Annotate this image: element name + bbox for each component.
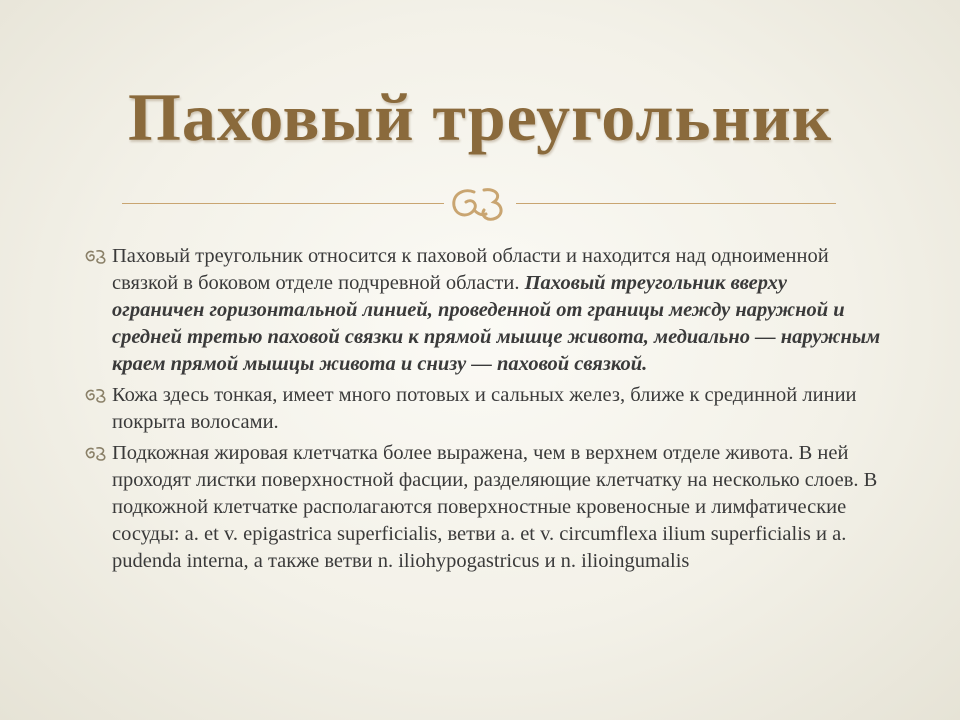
list-item — [84, 382, 884, 436]
title-divider — [122, 184, 836, 224]
scroll-flourish-icon — [444, 184, 516, 224]
bullet-emphasis: Паховый треугольник вверху ограничен горизонтальной линией, проведенной от границы между наружной и средней третью паховой связки к прямой мышце живота, медиально — наружным краем прямой мышцы живота и снизу — паховой связкой. — [112, 272, 881, 375]
flourish-bullet-icon — [84, 388, 108, 404]
divider-line-right — [516, 203, 836, 204]
flourish-bullet-icon — [84, 249, 108, 265]
bullet-text: Паховый треугольник относится к паховой области и находится над одноименной связкой в боковом отделе подчревной области. — [112, 245, 829, 294]
bullet-text: Подкожная жировая клетчатка более выражена, чем в верхнем отделе живота. В ней проходят листки поверхностной фасции, разделяющие клетчатку на несколько слоев. В подкожной клетчатке располагаются поверхностные кровеносные и лимфатические сосуды: a. et v. epigastrica superficialis, ветви a. et v. circumflexa ilium superficialis и a. pudenda interna, а также ветви n. iliohypogastricus и n. ilioingumalis — [112, 442, 878, 572]
divider-line-left — [122, 203, 444, 204]
bullet-text: Кожа здесь тонкая, имеет много потовых и сальных желез, ближе к срединной линии покрыта волосами. — [112, 384, 857, 433]
flourish-bullet-icon — [84, 446, 108, 462]
list-item — [84, 440, 884, 575]
slide-title: Паховый треугольник — [127, 79, 833, 155]
list-item — [84, 243, 884, 378]
bullet-list — [84, 243, 884, 579]
